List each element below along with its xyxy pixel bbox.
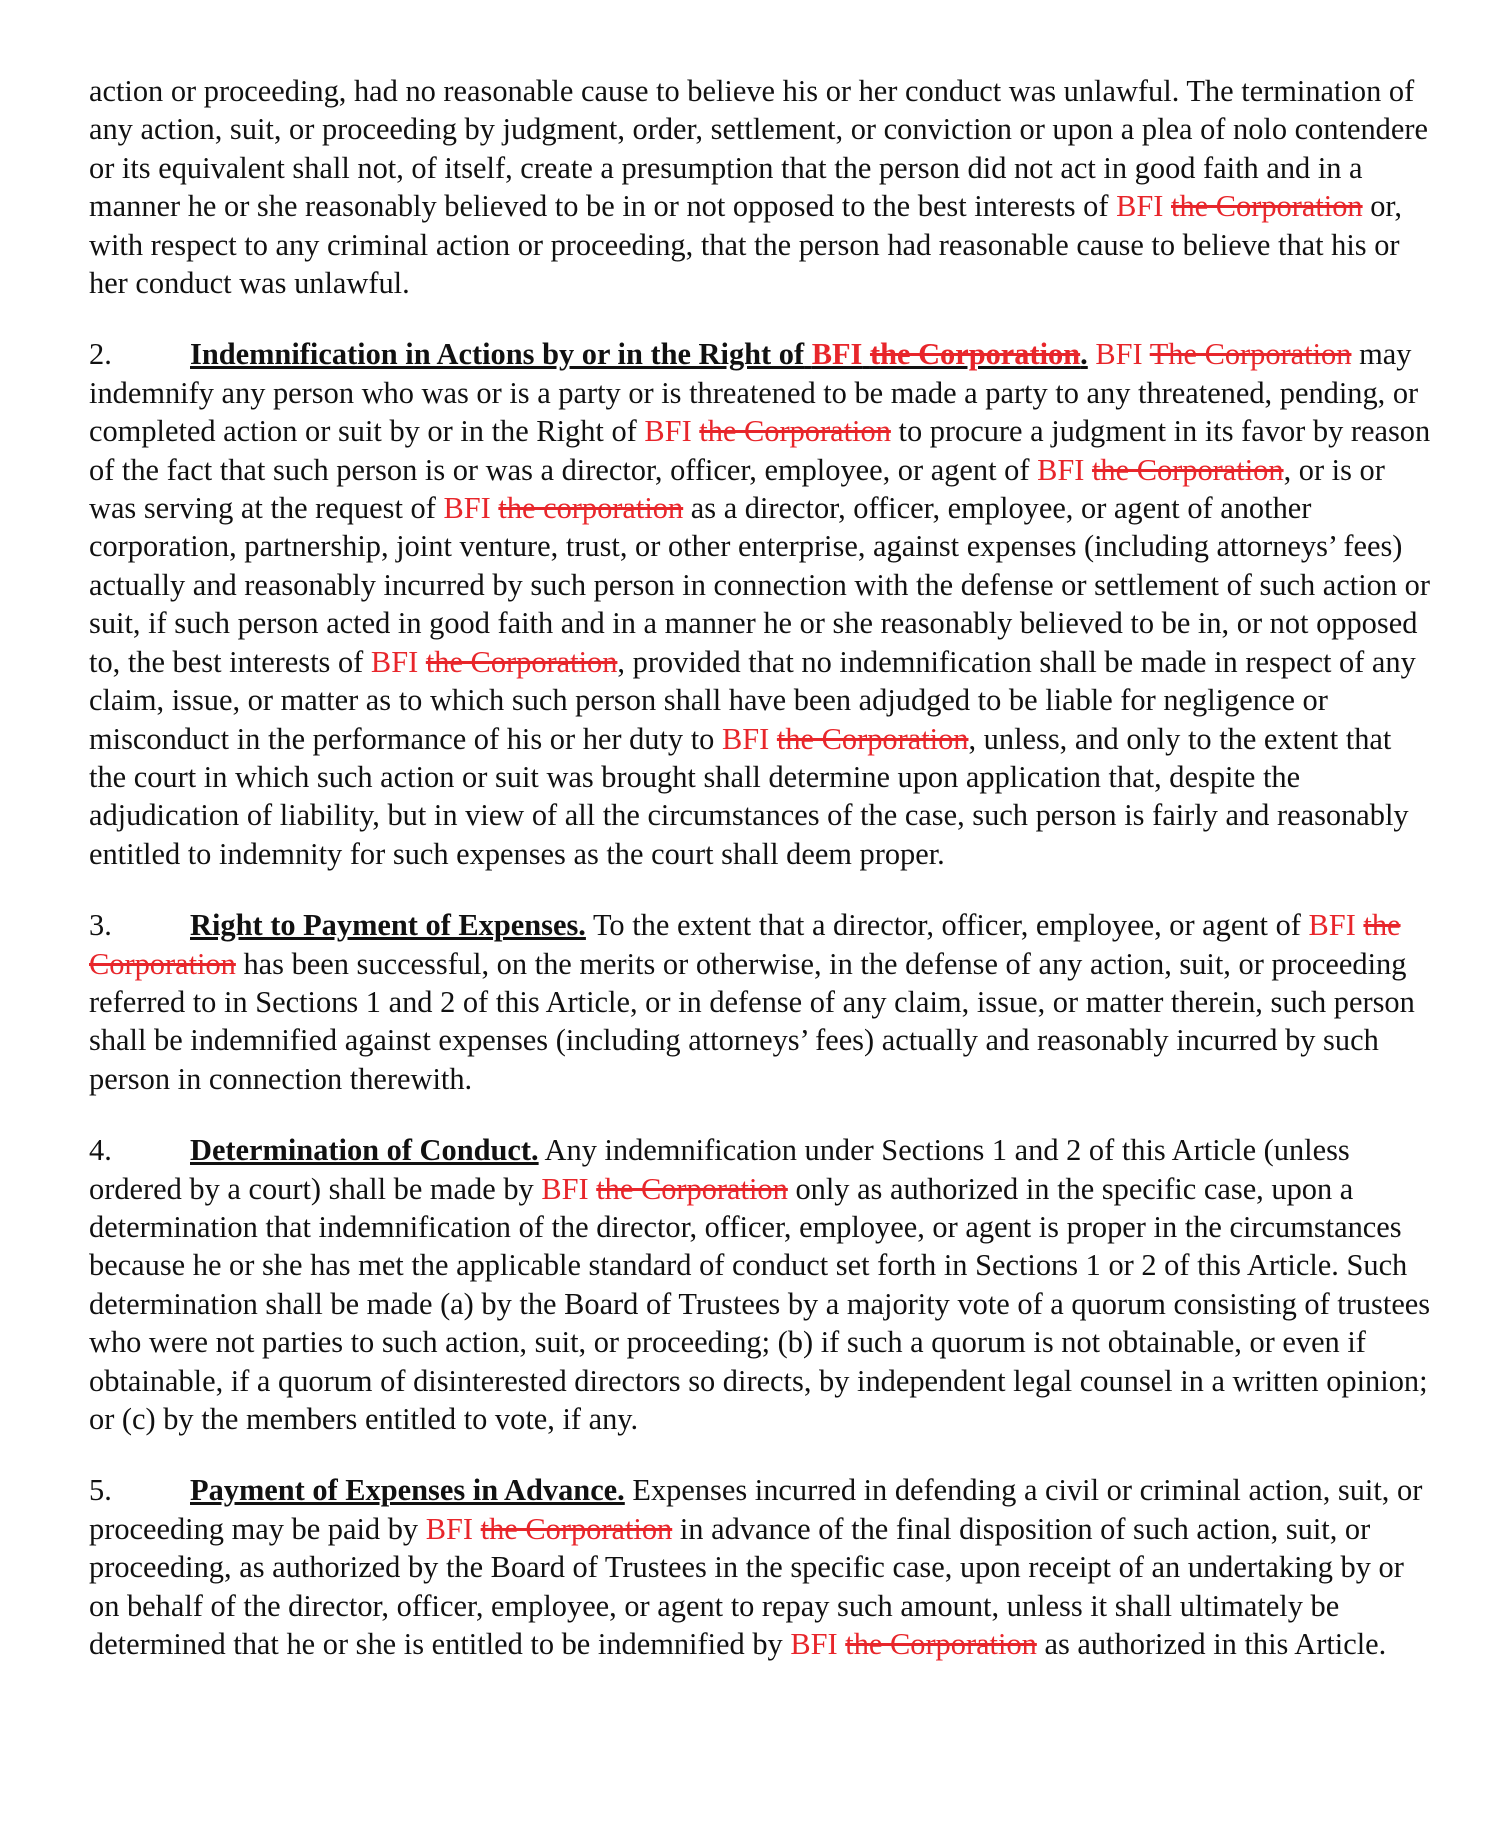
body-text: as authorized in this Article. — [1044, 1627, 1387, 1662]
body-text: To the extent that a director, officer, employee, or agent of — [592, 908, 1301, 943]
section-number: 4. — [89, 1133, 112, 1168]
intro-paragraph — [89, 72, 1436, 302]
inserted-text: BFI — [1116, 189, 1164, 224]
deleted-text: the Corporation — [776, 721, 969, 756]
inserted-text: BFI — [443, 491, 491, 526]
section-number: 5. — [89, 1473, 112, 1508]
inserted-text: BFI — [1095, 337, 1143, 372]
inserted-text: BFI — [541, 1171, 589, 1206]
body-text: to procure a judgment in its favor by reason of the fact that such person is or was a director, officer, employee, or agent of — [89, 414, 1431, 487]
section-number: 2. — [89, 337, 112, 372]
deleted-text: the Corporation — [845, 1627, 1037, 1662]
inserted-text: BFI — [644, 414, 692, 449]
deleted-text: the Corporation — [869, 337, 1081, 372]
deleted-text: the Corporation — [425, 644, 618, 679]
inserted-text: BFI — [370, 644, 419, 679]
section-heading: Right to Payment of Expenses. — [190, 908, 586, 943]
section-heading: Payment of Expenses in Advance. — [190, 1473, 625, 1508]
body-text: or, with respect to any criminal action or proceeding, that the person had reasonable cause to believe that his or her conduct was unlawful. — [89, 189, 1402, 301]
inserted-text: BFI — [1308, 908, 1356, 943]
body-text: , unless, and only to the extent that the court in which such action or suit was brought shall determine upon application that, despite the adjudication of liability, but in view of all the circumstances of the case, such person is fairly and reasonably entitled to indemnity for such expenses as the court shall deem proper. — [89, 721, 1409, 871]
section-5-paragraph — [89, 1471, 1436, 1663]
body-text: action or proceeding, had no reasonable cause to believe his or her conduct was unlawful. The termination of any action, suit, or proceeding by judgment, order, settlement, or conviction or upon a plea of nolo contendere or its equivalent shall not, of itself, create a presumption that the person did not act in good faith and in a manner he or she reasonably believed to be in or not opposed to the best interests of — [89, 74, 1428, 224]
body-text: Any indemnification under Sections 1 and 2 of this Article (unless ordered by a court) shall be made by — [89, 1133, 1350, 1206]
inserted-text: BFI — [425, 1511, 474, 1546]
deleted-text: The Corporation — [1149, 337, 1352, 372]
deleted-text: the Corporation — [89, 908, 1401, 981]
section-heading: Determination of Conduct. — [190, 1133, 539, 1168]
deleted-text: the Corporation — [699, 414, 891, 449]
body-text: has been successful, on the merits or otherwise, in the defense of any action, suit, or proceeding referred to in Sections 1 and 2 of this Article, or in defense of any claim, issue, or matter therein, such person shall be indemnified against expenses (including attorneys’ fees) actually and reasonably incurred by such person in connection therewith. — [89, 946, 1415, 1096]
body-text: in advance of the final disposition of such action, suit, or proceeding, as authorized by the Board of Trustees in the specific case, upon receipt of an undertaking by or on behalf of the director, officer, employee, or agent to repay such amount, unless it shall ultimately be determined that he or she is entitled to be indemnified by — [89, 1511, 1404, 1662]
section-heading: Indemnification in Actions by or in the Right of BFI the Corporation. — [190, 337, 1088, 372]
deleted-text: the Corporation — [1171, 189, 1363, 224]
inserted-text: BFI — [1037, 452, 1085, 487]
inserted-text: BFI — [721, 721, 770, 756]
body-text: as a director, officer, employee, or agent of another corporation, partnership, joint venture, trust, or other enterprise, against expenses (including attorneys’ fees) actually and reasonably incurred by such person in connection with the defense or settlement of such action or suit, if such person acted in good faith and in a manner he or she reasonably believed to be in, or not opposed to, the best interests of — [89, 491, 1430, 679]
body-text: may indemnify any person who was or is a party or is threatened to be made a party to any threatened, pending, or completed action or suit by or in the Right of — [89, 337, 1419, 449]
inserted-text: BFI — [790, 1627, 838, 1662]
body-text: Expenses incurred in defending a civil or criminal action, suit, or proceeding may be paid by — [89, 1473, 1423, 1546]
deleted-text: the Corporation — [596, 1171, 788, 1206]
body-text: , or is or was serving at the request of — [89, 452, 1385, 526]
section-4-paragraph — [89, 1131, 1436, 1438]
deleted-text: the Corporation — [1091, 452, 1284, 487]
deleted-text: the corporation — [498, 491, 684, 526]
body-text: , provided that no indemnification shall be made in respect of any claim, issue, or matter as to which such person shall have been adjudged to be liable for negligence or misconduct in the performance of his or her duty to — [89, 644, 1416, 756]
body-text: only as authorized in the specific case, upon a determination that indemnification of the director, officer, employee, or agent is proper in the circumstances because he or she has met the applicable standard of conduct set forth in Sections 1 or 2 of this Article. Such determination shall be made (a) by the Board of Trustees by a majority vote of a quorum consisting of trustees who were not parties to such action, suit, or proceeding; (b) if such a quorum is not obtainable, or even if obtainable, if a quorum of disinterested directors so directs, by independent legal counsel in a written opinion; or (c) by the members entitled to vote, if any. — [89, 1171, 1431, 1436]
section-2-paragraph — [89, 335, 1436, 873]
deleted-text: the Corporation — [480, 1511, 673, 1546]
section-3-paragraph — [89, 906, 1436, 1098]
inserted-text: BFI — [811, 337, 863, 372]
section-number: 3. — [89, 908, 112, 943]
